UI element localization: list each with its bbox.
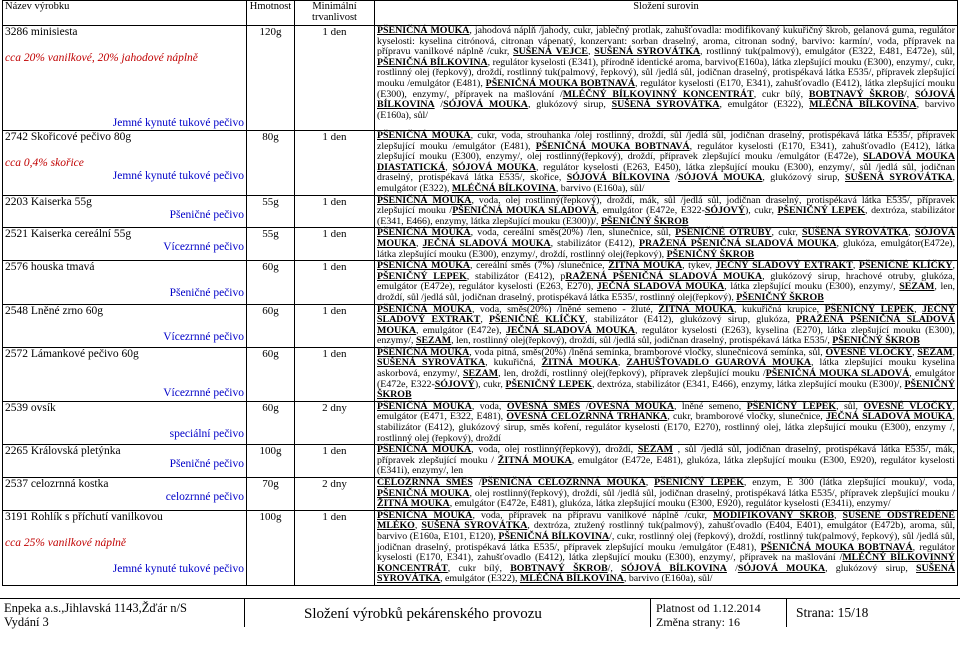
product-name-cell bbox=[3, 347, 247, 401]
spacer bbox=[5, 524, 244, 537]
product-category: Pšeničné pečivo bbox=[169, 208, 244, 221]
header-shelf-life: Minimální trvanlivost bbox=[295, 1, 375, 26]
product-name: 2576 houska tmavá bbox=[5, 261, 95, 274]
product-shelf-life: 1 den bbox=[295, 347, 375, 401]
product-name-cell bbox=[3, 261, 247, 304]
product-name: 2265 Královská pletýnka bbox=[5, 445, 121, 458]
spacer bbox=[5, 361, 244, 374]
product-name-cell bbox=[3, 478, 247, 511]
product-weight: 70g bbox=[247, 478, 295, 511]
product-shelf-life: 1 den bbox=[295, 445, 375, 478]
product-category: celozrnné pečivo bbox=[165, 491, 244, 503]
product-shelf-life: 1 den bbox=[295, 228, 375, 261]
product-ingredients: PŠENIČNÁ MOUKA, cereální směs (7%) /slunečnice, ŽITNÁ MOUKA, tykev, JEČNÝ SLADOVÝ EXTRAKT, PŠENIČNÉ KLÍČKY, PŠENIČNÝ LEPEK, stabilizátor (E412), pRAŽENÁ PŠENIČNÁ SLADOVÁ MOUKA, glukózový sirup, hrachové otruby, glukóza, emulgátor (E472e), regulátor kyselosti (E263, E270), JEČNÁ SLADOVÁ MOUKA, látka zlepšující mouku (E300), enzymy/, SEZAM, len, droždí, sůl /jedlá sůl, jodičnan draselný, protispékavá látka E535/, rostlinný olej(řepkový), PŠENIČNÝ ŠKROB bbox=[375, 261, 958, 304]
product-name: 2537 celozrnná kostka bbox=[5, 478, 109, 490]
footer-title: Složení výrobků pekárenského provozu bbox=[304, 606, 542, 622]
product-ingredients: PŠENIČNÁ MOUKA, jahodová náplň /jahody, cukr, jablečný protlak, zahušťovadla: modifikovaný kukuřičný škrob, gelanová guma, regulátor kyselosti: kyselina citrónová, citronan vápenatý, konzervant: sorban draselný, aroma, citronan sodný, barvivo: karmín/, voda, přípravek na přípravu vanilkové náplně /cukr, SUŠENÁ VEJCE, SUŠENÁ SYROVÁTKA, rostlinný tuk(palmový), emulgátor (E322, E481, E472e), sůl, PŠENIČNÁ BÍLKOVINA, regulátor kyselosti (E341), přírodně identické aroma, barvivo(E160a), látka zlepšující mouku (E300), enzymy/, cukr, rostlinný olej (řepkový), droždí, rostlinný tuk(palmový, řepkový), sůl /jedlá sůl, jodičnan draselný, protispékavá látka E535/, přípravek zlepšující mouku /emulgátor (E481), PŠENIČNÁ MOUKA BOBTNAVÁ, regulátor kyselosti (E170, E341), zahušťovadlo (E412), látka zlepšující mouku (E300), enzymy/, přípravek na mašlování /MLÉČNÝ BÍLKOVINNÝ KONCENTRÁT, cukr bílý, BOBTNAVÝ ŠKROB/, SÓJOVÁ BÍLKOVINA /SÓJOVÁ MOUKA, glukózový sirup, SUŠENÁ SYROVÁTKA, emulgátor (E322), MLÉČNÁ BÍLKOVINA, barvivo (E160a), sůl/ bbox=[375, 26, 958, 131]
product-weight: 60g bbox=[247, 347, 295, 401]
product-shelf-life: 2 dny bbox=[295, 478, 375, 511]
header-name: Název výrobku bbox=[3, 1, 247, 26]
product-category: Vícezrnné pečivo bbox=[163, 386, 244, 399]
product-weight: 60g bbox=[247, 304, 295, 347]
product-name: 2742 Skořicové pečivo 80g bbox=[5, 131, 132, 143]
spacer bbox=[5, 78, 244, 91]
product-ingredients: PŠENIČNÁ MOUKA, voda, přípravek na přípravu vanilkové náplně /cukr, MODIFIKOVANÝ ŠKROB, SUŠENÉ ODSTŘEDĚNÉ MLÉKO, SUŠENÁ SYROVÁTKA, dextróza, ztužený rostlinný tuk(palmový), zahušťovadlo (E404, E401), emulgátor (E472b), aroma, sůl, barvivo (E160a, E101, E120), PŠENIČNÁ BÍLKOVINA/, cukr, rostlinný olej (řepkový), droždí, rostlinný tuk(palmový, řepkový), sůl /jedlá sůl, jodičnan draselný, protispékavá látka E535/, přípravek zlepšující mouku /emulgátor (E481), PŠENIČNÁ MOUKA BOBTNAVÁ, regulátor kyselosti (E170, E341), zahušťovadlo (E412), látka zlepšující mouku (E300), enzymy/, přípravek na mašlování /MLÉČNÝ BÍLKOVINNÝ KONCENTRÁT, cukr bílý, BOBTNAVÝ ŠKROB/, SÓJOVÁ BÍLKOVINA /SÓJOVÁ MOUKA, glukózový sirup, SUŠENÁ SYROVÁTKA, emulgátor (E322), MLÉČNÁ BÍLKOVINA, barvivo (E160a), sůl/ bbox=[375, 510, 958, 585]
product-ingredients: PŠENIČNÁ MOUKA, voda, cereální směs(20%) /len, slunečnice, sůl, PŠENIČNÉ OTRUBY, cukr, SUŠENÁ SYROVÁTKA, SÓJOVÁ MOUKA, JEČNÁ SLADOVÁ MOUKA, stabilizátor (E412), PRAŽENÁ PŠENIČNÁ SLADOVÁ MOUKA, glukóza, emulgátor(E472e), látka zlepšující mouku (E300), enzymy/, droždí, rostlinný olej(řepkový), PŠENIČNÝ ŠKROB bbox=[375, 228, 958, 261]
product-category: Vícezrnné pečivo bbox=[163, 241, 244, 254]
product-category: Pšeničné pečivo bbox=[169, 287, 244, 300]
product-name-cell bbox=[3, 445, 247, 478]
product-row bbox=[3, 478, 958, 511]
product-shelf-life: 2 dny bbox=[295, 401, 375, 444]
product-ingredients: PŠENIČNÁ MOUKA, voda, OVESNÁ SMĚS /OVESNÁ MOUKA, lněné semeno, PŠENIČNÝ LEPEK, sůl, OVESNÉ VLOČKY, emulgátor (E471, E322, E481), OVESNÁ CELOZRNNÁ TRHANKA, cukr, bramborové vločky, slunečnice, JEČNÁ SLADOVÁ MOUKA, stabilizátor (E412), glukózový sirup, směs koření, regulátor kyselosti (E170, E270), rostlinný olej, látka zlepšující mouku (E300), enzymy /, rostlinný olej (řepkový), droždí bbox=[375, 401, 958, 444]
product-category: Jemné kynuté tukové pečivo bbox=[112, 170, 244, 182]
product-category: Vícezrnné pečivo bbox=[163, 330, 244, 343]
footer-company-block bbox=[4, 601, 187, 629]
product-weight: 100g bbox=[247, 510, 295, 585]
product-name-cell bbox=[3, 304, 247, 347]
product-row bbox=[3, 131, 958, 196]
header-weight: Hmotnost bbox=[247, 1, 295, 26]
header-ingredients: Složení surovin bbox=[375, 1, 958, 26]
product-ingredients: PŠENIČNÁ MOUKA, voda, olej rostlinný(řepkový), droždí, mák, sůl /jedlá sůl, jodičnan draselný, protispékavá látka E535/, přípravek zlepšující mouku /PŠENIČNÁ MOUKA SLADOVÁ, emulgátor (E472e, E322-SÓJOVÝ), cukr, PŠENIČNÝ LEPEK, dextróza, stabilizátor (E341, E466), enzymy, látka zlepšující mouku (E300))/, PŠENIČNÝ ŠKROB bbox=[375, 195, 958, 228]
product-name: 3286 minisiesta bbox=[5, 26, 78, 38]
product-name-cell bbox=[3, 131, 247, 196]
product-category: Pšeničné pečivo bbox=[169, 458, 244, 471]
product-row bbox=[3, 401, 958, 444]
spacer bbox=[5, 91, 244, 104]
product-weight: 80g bbox=[247, 131, 295, 196]
product-category: speciální pečivo bbox=[169, 427, 244, 440]
footer-divider bbox=[786, 599, 787, 627]
product-name: 2521 Kaiserka cereální 55g bbox=[5, 228, 132, 241]
product-name: 2539 ovsík bbox=[5, 401, 56, 414]
product-weight: 55g bbox=[247, 195, 295, 228]
product-weight: 100g bbox=[247, 445, 295, 478]
product-row bbox=[3, 510, 958, 585]
footer-validity-block bbox=[656, 601, 761, 629]
product-shelf-life: 1 den bbox=[295, 304, 375, 347]
product-weight: 120g bbox=[247, 26, 295, 131]
product-row bbox=[3, 228, 958, 261]
product-shelf-life: 1 den bbox=[295, 26, 375, 131]
product-shelf-life: 1 den bbox=[295, 195, 375, 228]
product-category: Jemné kynuté tukové pečivo bbox=[112, 562, 244, 575]
spacer bbox=[5, 104, 244, 117]
footer-divider bbox=[244, 599, 245, 627]
product-row bbox=[3, 445, 958, 478]
spacer bbox=[5, 415, 244, 428]
footer-change: Změna strany: 16 bbox=[656, 615, 740, 629]
spacer bbox=[5, 144, 244, 157]
product-shelf-life: 1 den bbox=[295, 510, 375, 585]
product-name-cell bbox=[3, 195, 247, 228]
footer-valid-from: Platnost od 1.12.2014 bbox=[656, 601, 761, 615]
spacer bbox=[5, 550, 244, 563]
footer-divider bbox=[650, 599, 651, 627]
product-row bbox=[3, 347, 958, 401]
product-name: 3191 Rohlík s příchutí vanilkovou bbox=[5, 510, 163, 523]
footer-page-number: Strana: 15/18 bbox=[796, 605, 869, 620]
product-weight: 55g bbox=[247, 228, 295, 261]
spacer bbox=[5, 318, 244, 331]
footer-company: Enpeka a.s.,Jihlavská 1143,Žďár n/S bbox=[4, 601, 187, 615]
product-ingredients: PŠENIČNÁ MOUKA, voda, olej rostlinný(řepkový), droždí, SEZAM , sůl /jedlá sůl, jodičnan draselný, protispékavá látka E535/, mák, přípravek zlepšující mouku / ŽITNÁ MOUKA, emulgátor (E472e, E481), glukóza, látka zlepšující mouku (E300, E920), regulátor kyselosti (E341i), enzymy/, len bbox=[375, 445, 958, 478]
product-shelf-life: 1 den bbox=[295, 261, 375, 304]
product-name-cell bbox=[3, 510, 247, 585]
product-filling-note: cca 25% vanilkové náplně bbox=[5, 536, 127, 549]
product-shelf-life: 1 den bbox=[295, 131, 375, 196]
product-row bbox=[3, 261, 958, 304]
product-ingredients: PŠENIČNÁ MOUKA, cukr, voda, strouhanka /olej rostlinný, droždí, sůl /jedlá sůl, jodičnan draselný, protispékavá látka E535/, přípravek zlepšující mouku /emulgátor (E481), PŠENIČNÁ MOUKA BOBTNAVÁ, regulátor kyselosti (E170, E341), zahušťovadlo (E412), látka zlepšující mouku (E300), enzymy/, olej rostlinný(řepkový), droždí, přípravek zlepšující mouku /emulgátor (E472e), SLADOVÁ MOUKA DIASTATICKÁ, SÓJOVÁ MOUKA, regulátor kyselosti (E263, E450), látka zlepšující mouku (E300), enzymy/, sůl /jedlá sůl, jodičnan draselný, protispékavá látka E535/, skořice, SÓJOVÁ BÍLKOVINA /SÓJOVÁ MOUKA, glukózový sirup, SUŠENÁ SYROVÁTKA, emulgátor (E322), MLÉČNÁ BÍLKOVINA, barvivo (E160a), sůl/ bbox=[375, 131, 958, 196]
page-footer bbox=[0, 598, 960, 657]
product-name: 2548 Lněné zrno 60g bbox=[5, 304, 104, 317]
spacer bbox=[5, 39, 244, 52]
product-name-cell bbox=[3, 228, 247, 261]
product-ingredients: CELOZRNNÁ SMĚS /PŠENIČNÁ CELOZRNNÁ MOUKA, PŠENIČNÝ LEPEK, enzym, E 300 (látka zlepšující mouku)/, voda, PŠENIČNÁ MOUKA, olej rostlinný(řepkový), droždí, sůl /jedlá sůl, jodičnan draselný, protispékavá látka E535/, přípravek zlepšující mouku / ŽITNÁ MOUKA, emulgátor (E472e, E481), glukóza, látka zlepšující mouku (E300, E920), regulátor kyselosti (E341i), enzymy/ bbox=[375, 478, 958, 511]
product-name-cell bbox=[3, 401, 247, 444]
product-name: 2572 Lámankové pečivo 60g bbox=[5, 347, 139, 360]
product-name: 2203 Kaiserka 55g bbox=[5, 195, 92, 208]
product-row bbox=[3, 26, 958, 131]
table-header bbox=[3, 1, 958, 26]
product-filling-note: cca 0,4% skořice bbox=[5, 157, 84, 169]
product-category: Jemné kynuté tukové pečivo bbox=[112, 117, 244, 129]
product-weight: 60g bbox=[247, 401, 295, 444]
product-row bbox=[3, 195, 958, 228]
footer-issue: Vydání 3 bbox=[4, 615, 49, 629]
spacer bbox=[5, 374, 244, 387]
product-ingredients: PŠENIČNÁ MOUKA, voda, směs(20%) /lněné semeno - žluté, ŽITNÁ MOUKA, kukuřičná krupice, PŠENIČNÝ LEPEK, JEČNÝ SLADOVÝ EXTRAKT, PŠENIČNÉ KLÍČKY, stabilizátor (E412), glukózový sirup, glukóza, PRAŽENÁ PŠENIČNÁ SLADOVÁ MOUKA, emulgátor (E472e), JEČNÁ SLADOVÁ MOUKA, regulátor kyselosti (E263), kyselina (E270), látka zlepšující mouku (E300), enzymy/, SEZAM, len, rostlinný olej(řepkový), droždí, sůl /jedlá sůl, jodičnan draselný, protispékavá látka E535/, PŠENIČNÝ ŠKROB bbox=[375, 304, 958, 347]
product-weight: 60g bbox=[247, 261, 295, 304]
spacer bbox=[5, 65, 244, 78]
product-ingredients: PŠENIČNÁ MOUKA, voda pitná, směs(20%) /lněná semínka, bramborové vločky, slunečnicová semínka, sůl, OVESNÉ VLOČKY, SEZAM, SUŠENÁ SYROVÁTKA, kukuřičná, ŽITNÁ MOUKA, ZAHUŠŤOVADLO GUAROVÁ MOUKA, látka zlepšující mouku kyselina askorbová, enzymy/, SEZAM, len, droždí, rostlinný olej(řepkový), přípravek zlepšující mouku /PŠENIČNÁ MOUKA SLADOVÁ, emulgátor (E472e, E322-SÓJOVÝ), cukr, PŠENIČNÝ LEPEK, dextróza, stabilizátor (E341, E466), enzymy, látka zlepšující mouku (E300)/, PŠENIČNÝ ŠKROB bbox=[375, 347, 958, 401]
product-row bbox=[3, 304, 958, 347]
product-filling-note: cca 20% vanilkové, 20% jahodové náplně bbox=[5, 52, 198, 64]
product-name-cell bbox=[3, 26, 247, 131]
spacer bbox=[5, 274, 244, 287]
product-table bbox=[2, 0, 958, 586]
